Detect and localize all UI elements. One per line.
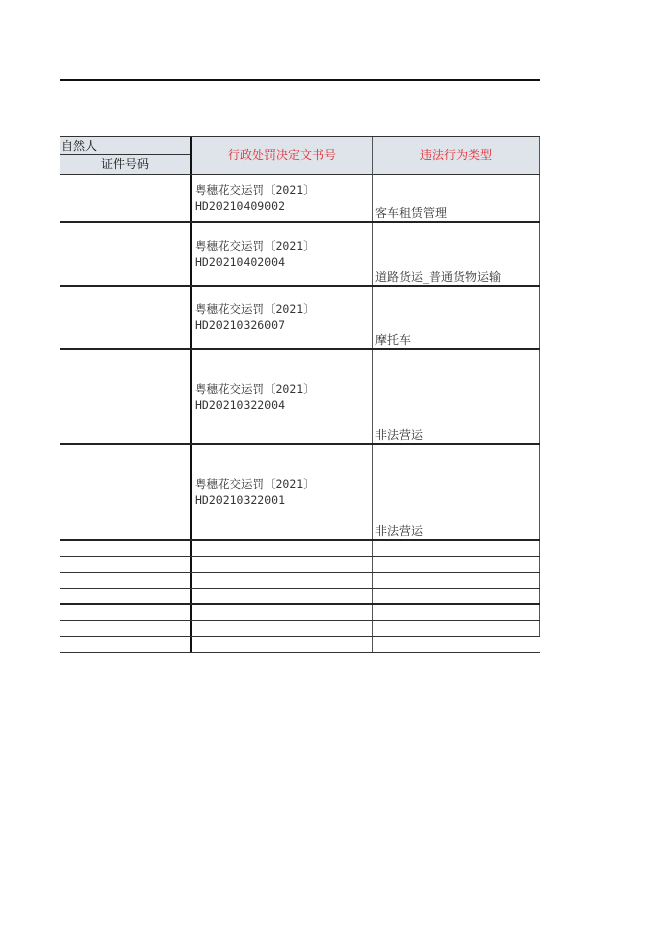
decision-number-cell[interactable] [192, 287, 373, 348]
violation-text: 道路货运_普通货物运输 [375, 270, 502, 284]
violation-text: 摩托车 [375, 333, 412, 347]
blank-row [60, 605, 540, 621]
blank-cell[interactable] [373, 557, 540, 572]
table-header [60, 136, 540, 175]
blank-cell[interactable] [192, 573, 373, 588]
decision-number-cell[interactable] [192, 445, 373, 539]
table-row [60, 223, 540, 287]
id-number-cell[interactable] [60, 175, 192, 221]
violation-text: 客车租赁管理 [375, 206, 448, 220]
blank-cell[interactable] [60, 637, 192, 652]
decision-line1: 粤穗花交运罚〔2021〕 [195, 382, 315, 396]
blank-cell[interactable] [60, 557, 192, 572]
blank-cell[interactable] [60, 573, 192, 588]
blank-row [60, 621, 540, 637]
violation-type-cell[interactable] [373, 287, 540, 348]
blank-row [60, 573, 540, 589]
decision-line2: HD20210402004 [195, 255, 286, 269]
blank-cell[interactable] [373, 605, 540, 620]
decision-line2: HD20210322004 [195, 398, 286, 412]
decision-number-cell[interactable] [192, 350, 373, 443]
blank-cell[interactable] [373, 621, 540, 636]
blank-row [60, 541, 540, 557]
blank-cell[interactable] [192, 589, 373, 603]
top-rule [60, 79, 540, 81]
violation-text: 非法营运 [375, 524, 424, 538]
blank-cell[interactable] [60, 605, 192, 620]
id-number-cell[interactable] [60, 223, 192, 285]
decision-line1: 粤穗花交运罚〔2021〕 [195, 302, 315, 316]
blank-row [60, 589, 540, 605]
table-row [60, 350, 540, 445]
id-number-cell[interactable] [60, 287, 192, 348]
decision-line2: HD20210322001 [195, 493, 286, 507]
blank-row [60, 637, 540, 653]
blank-cell[interactable] [373, 541, 540, 556]
blank-cell[interactable] [60, 621, 192, 636]
decision-line2: HD20210326007 [195, 318, 286, 332]
blank-cell[interactable] [373, 573, 540, 588]
decision-line1: 粤穗花交运罚〔2021〕 [195, 183, 315, 197]
header-id-number: 证件号码 [100, 157, 149, 171]
decision-line1: 粤穗花交运罚〔2021〕 [195, 477, 315, 491]
id-number-cell[interactable] [60, 445, 192, 539]
violation-type-cell[interactable] [373, 350, 540, 443]
table-row [60, 175, 540, 223]
id-number-cell[interactable] [60, 350, 192, 443]
violation-type-cell[interactable] [373, 175, 540, 221]
header-decision-number: 行政处罚决定文书号 [192, 137, 373, 174]
blank-cell[interactable] [373, 637, 540, 652]
header-group-label: 自然人 [60, 137, 190, 155]
decision-line2: HD20210409002 [195, 199, 286, 213]
blank-cell[interactable] [192, 637, 373, 652]
blank-cell[interactable] [373, 589, 540, 603]
violation-type-cell[interactable] [373, 223, 540, 285]
blank-cell[interactable] [192, 605, 373, 620]
penalty-table [60, 136, 540, 653]
header-violation-type: 违法行为类型 [373, 137, 540, 174]
decision-number-cell[interactable] [192, 223, 373, 285]
decision-line1: 粤穗花交运罚〔2021〕 [195, 239, 315, 253]
blank-cell[interactable] [60, 541, 192, 556]
violation-type-cell[interactable] [373, 445, 540, 539]
blank-cell[interactable] [192, 557, 373, 572]
table-row [60, 445, 540, 541]
blank-cell[interactable] [192, 621, 373, 636]
blank-cell[interactable] [192, 541, 373, 556]
blank-cell[interactable] [60, 589, 192, 603]
violation-text: 非法营运 [375, 428, 424, 442]
header-natural-person [60, 137, 192, 174]
blank-row [60, 557, 540, 573]
table-row [60, 287, 540, 350]
decision-number-cell[interactable] [192, 175, 373, 221]
